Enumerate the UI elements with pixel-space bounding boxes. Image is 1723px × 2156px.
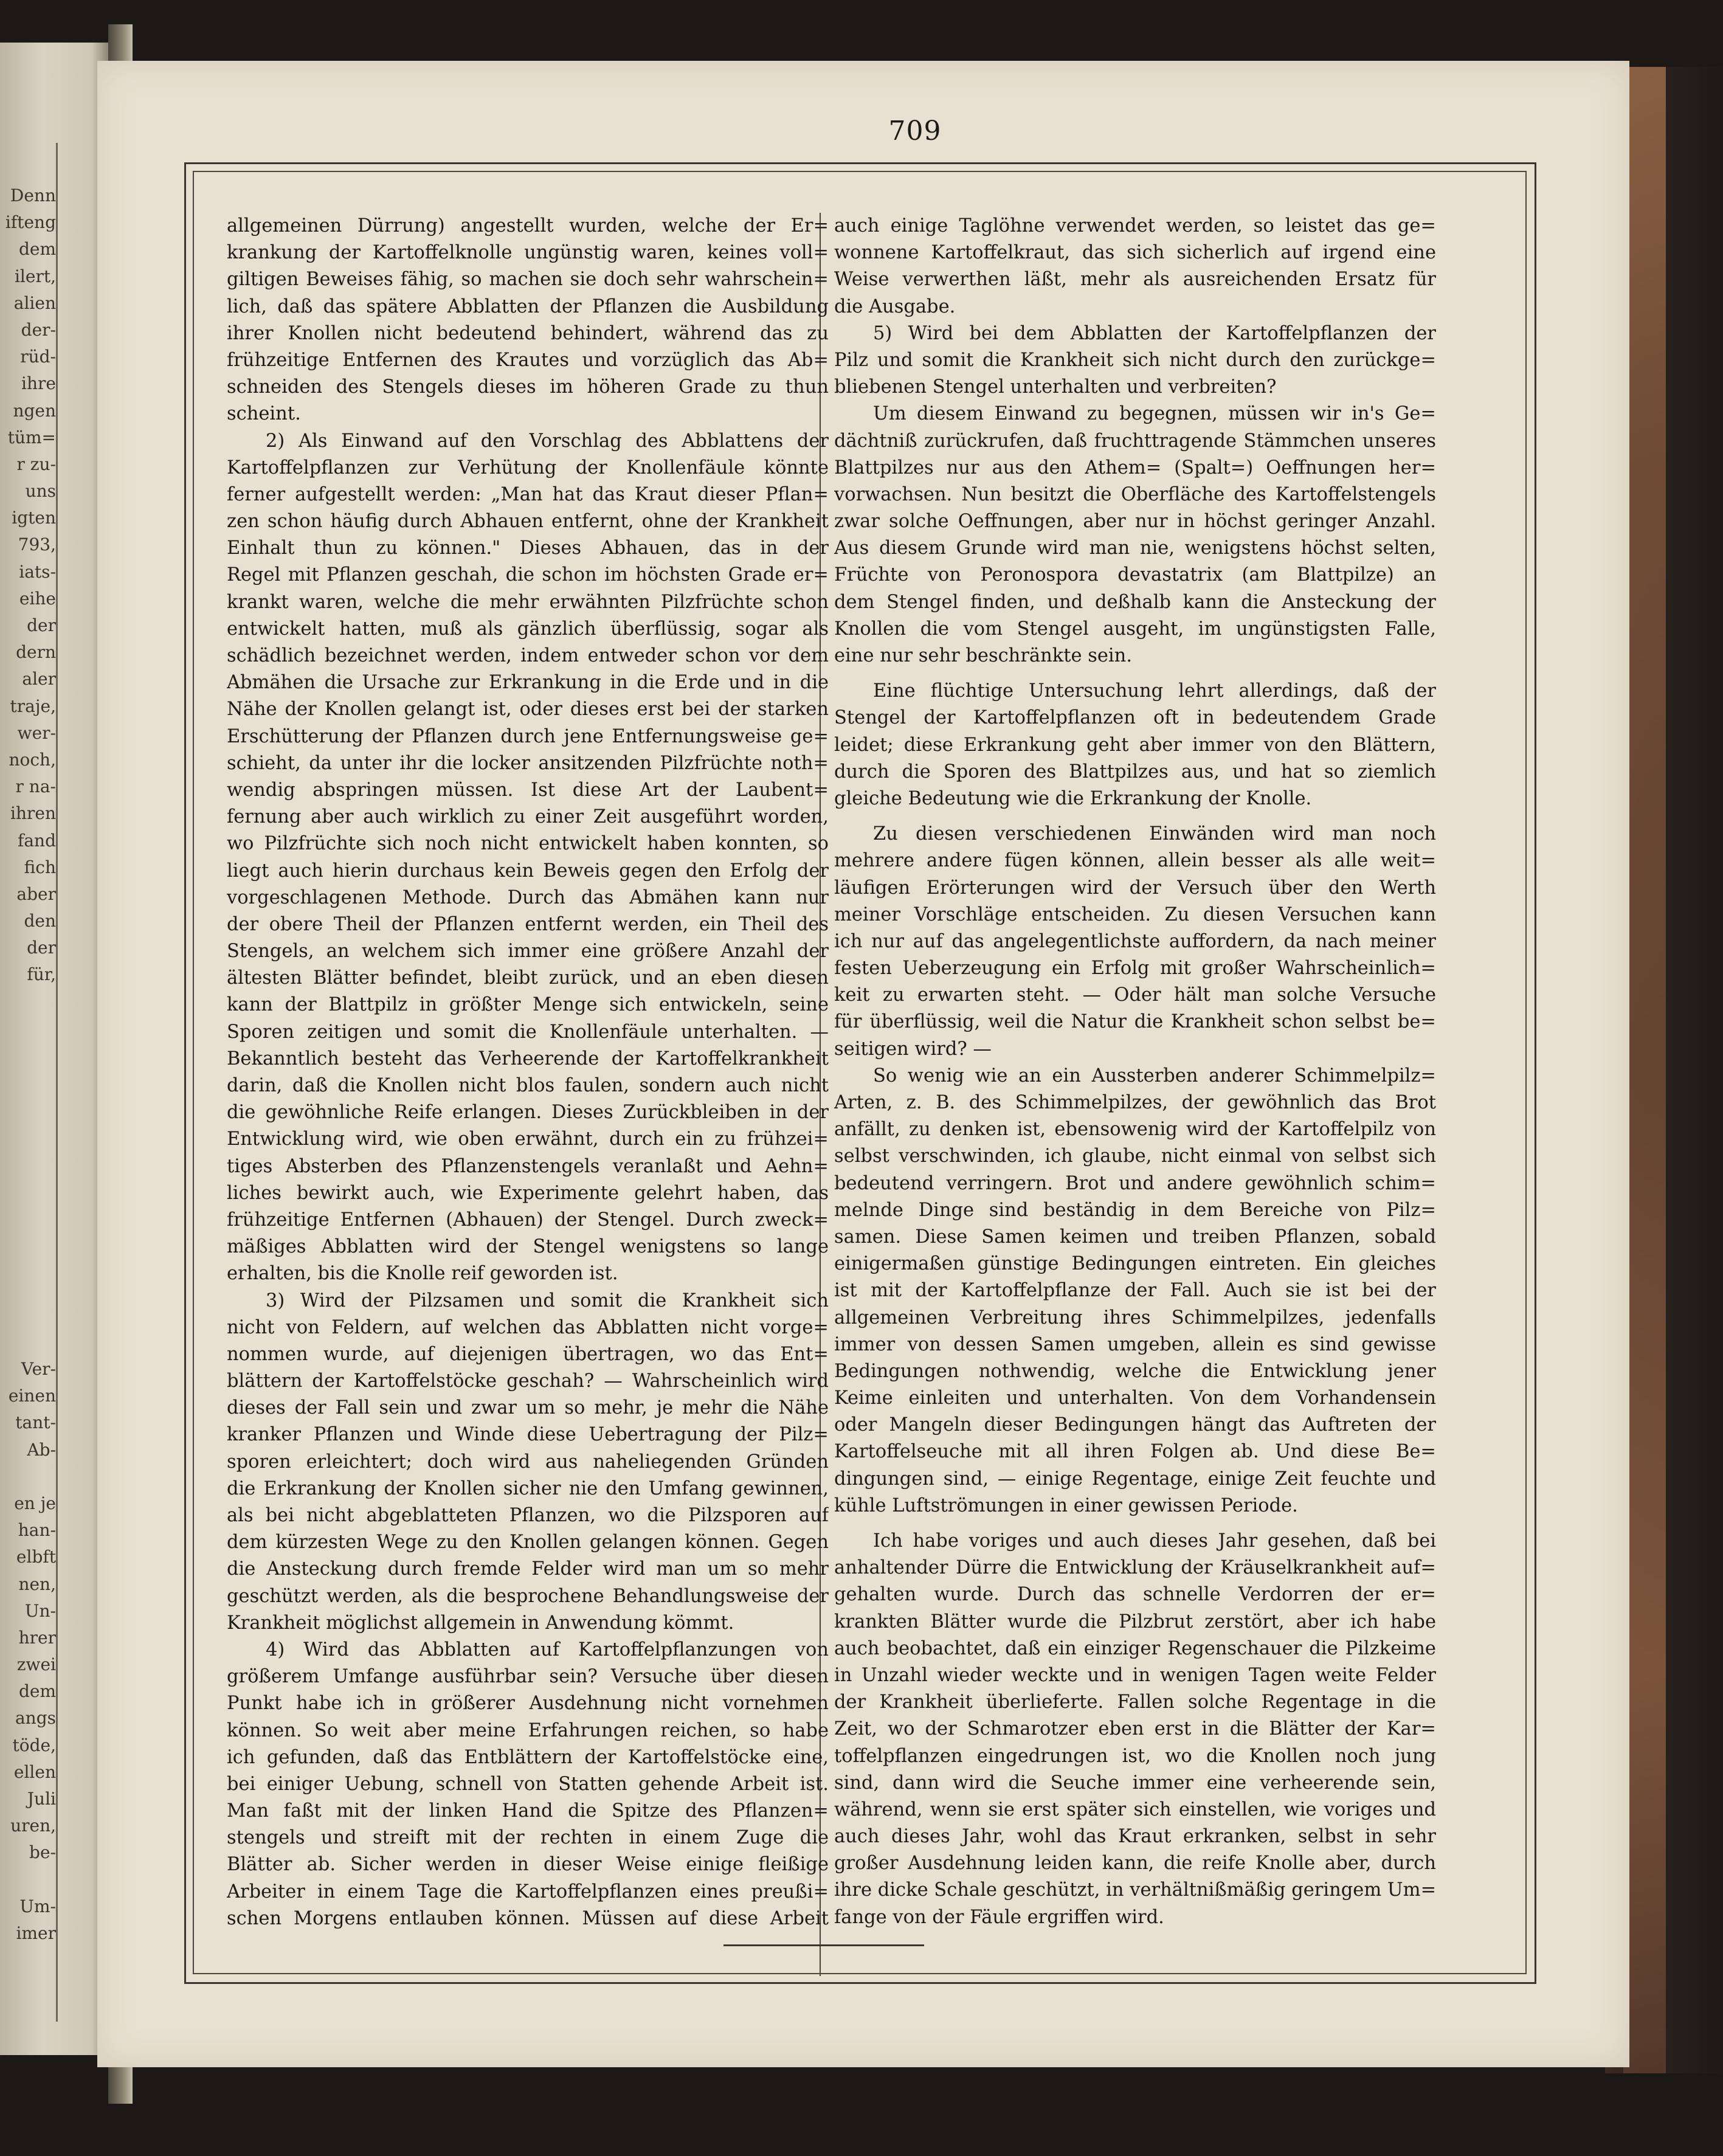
text-line: ferner aufgestellt werden: „Man hat das Kraut dieser Pflan=: [227, 483, 829, 505]
text-line: der obere Theil der Pflanzen entfernt werden, ein Theil des: [227, 913, 829, 935]
text-line: schädlich bezeichnet werden, indem entweder schon vor dem: [227, 645, 829, 666]
left-page-fragment: ifteng: [5, 212, 56, 233]
text-line: leidet; diese Erkrankung geht aber immer von den Blättern,: [834, 734, 1436, 756]
text-line: in Unzahl wieder weckte und in wenigen Tagen weite Felder: [834, 1664, 1436, 1686]
left-page-fragment: der-: [21, 319, 56, 340]
text-line: Blätter ab. Sicher werden in dieser Weise einige fleißige: [227, 1854, 829, 1876]
left-page-fragment: imer: [16, 1923, 56, 1943]
text-line: Man faßt mit der linken Hand die Spitze des Pflanzen=: [227, 1800, 829, 1822]
left-page-fragment: r zu-: [16, 454, 56, 474]
left-page-fragment: der: [27, 615, 56, 635]
text-line: vorwachsen. Nun besitzt die Oberfläche des Kartoffelstengels: [834, 483, 1436, 505]
text-line: selbst verschwinden, ich glaube, nicht einmal von selbst sich: [834, 1145, 1436, 1167]
text-line: krankt waren, welche die mehr erwähnten Pilzfrüchte schon: [227, 591, 829, 613]
left-page-fragment: [5, 1867, 56, 1893]
text-line: anfällt, zu denken ist, ebensowenig wird der Kartoffelpilz von: [834, 1119, 1436, 1141]
left-page-fragment: iats-: [19, 561, 56, 582]
text-line: erhalten, bis die Knolle reif geworden ist.: [227, 1263, 618, 1285]
left-page-fragment: aler: [22, 669, 56, 689]
paragraph-gap: [834, 812, 1436, 821]
left-page-fragment: Un-: [24, 1600, 56, 1621]
text-line: bei einiger Uebung, schnell von Statten gehende Arbeit ist.: [227, 1773, 829, 1795]
text-line: während, wenn sie erst später sich einstellen, wie voriges und: [834, 1798, 1436, 1820]
text-line: ist mit der Kartoffelpflanze der Fall. Auch sie ist bei der: [834, 1280, 1436, 1302]
text-line: 5) Wird bei dem Abblatten der Kartoffelpflanzen der: [873, 322, 1436, 344]
left-page-fragment: einen: [8, 1386, 56, 1406]
paragraph-gap: [834, 669, 1436, 678]
left-page-fragment: ngen: [13, 400, 56, 421]
text-line: Aus diesem Grunde wird man nie, wenigstens höchst selten,: [834, 537, 1436, 559]
text-line: Entwicklung wird, wie oben erwähnt, durch ein zu frühzei=: [227, 1128, 829, 1150]
left-page-fragment: alien: [13, 292, 56, 313]
text-line: für überflüssig, weil die Natur die Krankheit schon selbst be=: [834, 1011, 1436, 1033]
text-line: frühzeitige Entfernen (Abhauen) der Stengel. Durch zweck=: [227, 1209, 829, 1231]
left-page-fragment: uren,: [10, 1816, 56, 1836]
text-line: Pilz und somit die Krankheit sich nicht durch den zurückge=: [834, 349, 1436, 371]
left-page-fragment: be-: [29, 1842, 56, 1863]
left-page-fragment: Denn: [10, 185, 56, 206]
left-page-fragment: [5, 1463, 56, 1490]
text-line: bedeutend verringern. Brot und andere gewöhnlich schim=: [834, 1172, 1436, 1194]
text-line: Blattpilzes nur aus den Athem= (Spalt=) Oeffnungen her=: [834, 457, 1436, 479]
text-line: fange von der Fäule ergriffen wird.: [834, 1906, 1164, 1928]
text-line: nicht von Feldern, auf welchen das Abblatten nicht vorge=: [227, 1316, 829, 1338]
text-line: Krankheit möglichst allgemein in Anwendung kömmt.: [227, 1612, 734, 1634]
left-page-fragment: dern: [16, 642, 56, 663]
text-line: großer Ausdehnung leiden kann, die reife Knolle aber, durch: [834, 1853, 1436, 1874]
left-page-fragment: 793,: [18, 534, 56, 555]
text-line: die gewöhnliche Reife erlangen. Dieses Zurückbleiben in der: [227, 1102, 829, 1124]
text-line: So wenig wie an ein Aussterben anderer Schimmelpilz=: [873, 1065, 1436, 1087]
text-line: toffelpflanzen eingedrungen ist, wo die Knollen noch jung: [834, 1745, 1436, 1767]
left-page-fragment: zwei: [16, 1654, 56, 1675]
text-line: ihre dicke Schale geschützt, in verhältnißmäßig geringem Um=: [834, 1879, 1436, 1901]
text-line: geschützt werden, als die besprochene Behandlungsweise der: [227, 1585, 829, 1607]
text-line: Kartoffelseuche mit all ihren Folgen ab. Und diese Be=: [834, 1441, 1436, 1463]
left-page-fragment: tant-: [15, 1412, 56, 1433]
text-line: oder Mangeln dieser Bedingungen hängt das Auftreten der: [834, 1414, 1436, 1436]
text-line: Nähe der Knollen gelangt ist, oder dieses erst bei der starken: [227, 699, 829, 720]
text-line: mehrere andere fügen können, allein besser als alle weit=: [834, 850, 1436, 872]
text-line: die Ansteckung durch fremde Felder wird man um so mehr: [227, 1558, 829, 1580]
page-number: 709: [888, 116, 942, 147]
text-line: fernung aber auch wirklich zu einer Zeit ausgeführt worden,: [227, 806, 829, 828]
text-line: 2) Als Einwand auf den Vorschlag des Abblattens der: [266, 430, 829, 452]
text-line: scheint.: [227, 403, 301, 425]
text-line: Arten, z. B. des Schimmelpilzes, der gewöhnlich das Brot: [834, 1092, 1436, 1113]
left-page-fragment: elbft: [16, 1547, 56, 1567]
left-page-fragment: han-: [18, 1520, 56, 1541]
text-line: entwickelt hatten, muß als gänzlich überflüssig, sogar als: [227, 618, 829, 640]
text-line: sind, dann wird die Seuche immer eine verheerende sein,: [834, 1772, 1436, 1794]
left-page-fragment: traje,: [10, 696, 56, 716]
text-line: ihrer Knollen nicht bedeutend behindert, während das zu: [227, 322, 829, 344]
text-line: können. So weit aber meine Erfahrungen reichen, so habe: [227, 1719, 829, 1741]
text-line: Regel mit Pflanzen geschah, die schon im höchsten Grade er=: [227, 564, 829, 586]
left-page-fragment: hrer: [18, 1627, 56, 1648]
text-line: darin, daß die Knollen nicht blos faulen, sondern auch nicht: [227, 1075, 829, 1096]
text-line: 3) Wird der Pilzsamen und somit die Krankheit sich: [266, 1290, 829, 1311]
text-line: Bedingungen nothwendig, welche die Entwicklung jener: [834, 1360, 1436, 1382]
text-line: mäßiges Abblatten wird der Stengel wenigstens so lange: [227, 1236, 829, 1258]
text-line: lich, daß das spätere Abblatten der Pflanzen die Ausbildung: [227, 295, 829, 317]
text-line: die Erkrankung der Knollen sicher nie den Umfang gewinnen,: [227, 1477, 829, 1499]
left-page-fragment: rüd-: [20, 347, 56, 367]
text-line: zwar solche Oeffnungen, aber nur in höchst geringer Anzahl.: [834, 511, 1436, 533]
text-line: Zeit, wo der Schmarotzer eben erst in die Blätter der Kar=: [834, 1718, 1436, 1740]
text-line: größerem Umfange ausführbar sein? Versuche über diesen: [227, 1666, 829, 1688]
text-line: schneiden des Stengels dieses im höheren Grade zu thun: [227, 376, 829, 398]
left-page-fragment: igten: [12, 508, 56, 528]
text-line: giltigen Beweises fähig, so machen sie doch sehr wahrschein=: [227, 269, 829, 291]
text-line: auch beobachtet, daß ein einziger Regenschauer die Pilzkeime: [834, 1637, 1436, 1659]
left-page-fragment: uns: [25, 481, 56, 502]
left-page-fragment: töde,: [12, 1735, 56, 1755]
text-line: allgemeinen Dürrung) angestellt wurden, welche der Er=: [227, 215, 829, 237]
text-line: ich nur auf das angelegentlichste auffordern, da nach meiner: [834, 930, 1436, 952]
text-line: Stengel der Kartoffelpflanzen oft in bedeutendem Grade: [834, 707, 1436, 729]
text-line: frühzeitige Entfernen des Krautes und vorzüglich das Ab=: [227, 349, 829, 371]
left-page-fragment: ihren: [10, 803, 56, 824]
text-line: blättern der Kartoffelstöcke geschah? — Wahrscheinlich wird: [227, 1370, 829, 1392]
text-line: krankten Blätter wurde die Pilzbrut zerstört, aber ich habe: [834, 1611, 1436, 1633]
text-line: dingungen sind, — einige Regentage, einige Zeit feuchte und: [834, 1468, 1436, 1490]
text-line: Abmähen die Ursache zur Erkrankung in die Erde und in die: [227, 672, 829, 694]
left-page-fragment: den: [24, 911, 56, 931]
left-page-fragment: angs: [15, 1708, 56, 1729]
left-page-fragment: ilert,: [14, 266, 56, 286]
book-page: [97, 61, 1629, 2067]
left-page-fragment: fich: [24, 857, 56, 877]
text-line: keit zu erwarten steht. — Oder hält man solche Versuche: [834, 984, 1436, 1006]
text-line: eine nur sehr beschränkte sein.: [834, 645, 1133, 666]
left-page-fragment: en je: [14, 1493, 56, 1513]
text-line: einigermaßen günstige Bedingungen eintreten. Ein gleiches: [834, 1253, 1436, 1275]
text-line: Ich habe voriges und auch dieses Jahr gesehen, daß bei: [873, 1530, 1436, 1552]
text-line: kranker Pflanzen und Winde diese Uebertragung der Pilz=: [227, 1424, 829, 1446]
text-line: dieses der Fall sein und zwar um so mehr, je mehr die Nähe: [227, 1397, 829, 1419]
left-page-fragment: Ver-: [21, 1359, 56, 1379]
text-line: samen. Diese Samen keimen und treiben Pflanzen, sobald: [834, 1226, 1436, 1248]
text-line: auch dieses Jahr, wohl das Kraut erkranken, selbst in sehr: [834, 1826, 1436, 1848]
left-page-text-top: [5, 182, 56, 989]
text-line: dem kürzesten Wege zu den Knollen gelangen können. Gegen: [227, 1532, 829, 1553]
text-line: wonnene Kartoffelkraut, das sich sicherlich auf irgend eine: [834, 242, 1436, 264]
left-page-fragment: dem: [18, 239, 56, 260]
left-page-fragment: der: [27, 938, 56, 958]
text-line: zen schon häufig durch Abhauen entfernt, ohne der Krankheit: [227, 511, 829, 533]
text-line: stengels und streift mit der rechten in einem Zuge die: [227, 1827, 829, 1849]
text-column-right: [834, 213, 1436, 1931]
text-line: liches bewirkt auch, wie Experimente gelehrt haben, das: [227, 1182, 829, 1204]
text-line: meiner Vorschläge entscheiden. Zu diesen Versuchen kann: [834, 904, 1436, 925]
left-page-fragment: noch,: [9, 749, 56, 770]
text-line: Früchte von Peronospora devastatrix (am Blattpilze) an: [834, 564, 1436, 586]
left-page-fragment: fand: [17, 830, 56, 851]
text-line: vorgeschlagenen Methode. Durch das Abmähen kann nur: [227, 886, 829, 908]
text-line: auch einige Taglöhne verwendet werden, so leistet das ge=: [834, 215, 1436, 237]
text-line: kühle Luftströmungen in einer gewissen Periode.: [834, 1494, 1298, 1516]
text-line: dem Stengel finden, und deßhalb kann die Ansteckung der: [834, 591, 1436, 613]
text-line: der Krankheit überlieferte. Fallen solche Regentage in die: [834, 1691, 1436, 1713]
left-page-fragment: r na-: [15, 776, 56, 797]
text-line: Einhalt thun zu können." Dieses Abhauen, das in der: [227, 537, 829, 559]
left-page-fragment: Um-: [19, 1896, 56, 1916]
end-rule: [723, 1944, 924, 1946]
text-line: allgemeinen Verbreitung ihres Schimmelpilzes, jedenfalls: [834, 1307, 1436, 1328]
paragraph-gap: [834, 1519, 1436, 1528]
text-line: als bei nicht abgeblatteten Pflanzen, wo die Pilzsporen auf: [227, 1505, 829, 1526]
text-line: seitigen wird? —: [834, 1038, 992, 1060]
text-line: nommen wurde, auf diejenigen übertragen, wo das Ent=: [227, 1343, 829, 1365]
left-page-text-bottom: [5, 1356, 56, 1947]
left-page-fragment: ellen: [13, 1761, 56, 1782]
text-line: Keime einleiten und unterhalten. Von dem Vorhandensein: [834, 1387, 1436, 1409]
text-line: Erschütterung der Pflanzen durch jene Entfernungsweise ge=: [227, 725, 829, 747]
text-line: melnde Dinge sind beständig in dem Bereiche von Pilz=: [834, 1199, 1436, 1221]
left-page-fragment: nen,: [18, 1574, 56, 1594]
text-line: Knollen die vom Stengel ausgeht, im ungünstigsten Falle,: [834, 618, 1436, 640]
text-line: Sporen zeitigen und somit die Knollenfäule unterhalten. —: [227, 1021, 829, 1043]
text-line: schen Morgens entlauben können. Müssen auf diese Arbeit: [227, 1907, 829, 1929]
left-page-fragment: aber: [16, 883, 56, 904]
text-line: kann der Blattpilz in größter Menge sich entwickeln, seine: [227, 994, 829, 1016]
text-line: bliebenen Stengel unterhalten und verbreiten?: [834, 376, 1277, 398]
left-page-fragment: Juli: [27, 1789, 56, 1809]
left-page-fragment: tüm=: [7, 427, 56, 447]
text-line: sporen erleichtert; doch wird aus naheliegenden Gründen: [227, 1451, 829, 1473]
text-line: Arbeiter in einem Tage die Kartoffelpflanzen eines preußi=: [227, 1881, 829, 1902]
text-line: gleiche Bedeutung wie die Erkrankung der Knolle.: [834, 787, 1312, 809]
left-page-fragment: eihe: [19, 588, 56, 609]
text-column-left: [227, 213, 829, 1932]
text-line: liegt auch hierin durchaus kein Beweis gegen den Erfolg der: [227, 860, 829, 882]
text-line: Punkt habe ich in größerer Ausdehnung nicht vornehmen: [227, 1693, 829, 1715]
text-line: Um diesem Einwand zu begegnen, müssen wir in's Ge=: [873, 403, 1436, 425]
text-line: Stengels, an welchem sich immer eine größere Anzahl der: [227, 941, 829, 962]
text-line: festen Ueberzeugung ein Erfolg mit großer Wahrscheinlich=: [834, 958, 1436, 980]
text-line: Zu diesen verschiedenen Einwänden wird man noch: [873, 823, 1436, 845]
text-line: läufigen Erörterungen wird der Versuch über den Werth: [834, 877, 1436, 899]
text-line: anhaltender Dürre die Entwicklung der Kräuselkrankheit auf=: [834, 1557, 1436, 1579]
text-line: Kartoffelpflanzen zur Verhütung der Knollenfäule könnte: [227, 457, 829, 479]
left-page-fragment: ihre: [21, 373, 56, 394]
text-line: wo Pilzfrüchte sich noch nicht entwickelt haben konnten, so: [227, 833, 829, 855]
text-line: Bekanntlich besteht das Verheerende der Kartoffelkrankheit: [227, 1048, 829, 1069]
text-line: die Ausgabe.: [834, 295, 956, 317]
text-line: dächtniß zurückrufen, daß fruchttragende Stämmchen unseres: [834, 430, 1436, 452]
text-line: wendig abspringen müssen. Ist diese Art der Laubent=: [227, 779, 829, 801]
text-line: Weise verwerthen läßt, mehr als ausreichenden Ersatz für: [834, 269, 1436, 291]
text-line: krankung der Kartoffelknolle ungünstig waren, keines voll=: [227, 242, 829, 264]
left-page-fragment: für,: [27, 964, 56, 985]
left-page-fragment: wer-: [17, 722, 56, 743]
text-line: gehalten wurde. Durch das schnelle Verdorren der er=: [834, 1584, 1436, 1606]
text-line: schieht, da unter ihr die locker ansitzenden Pilzfrüchte noth=: [227, 752, 829, 774]
left-page-fragment: Ab-: [27, 1439, 56, 1460]
left-page-edge: [0, 43, 108, 2055]
text-line: 4) Wird das Abblatten auf Kartoffelpflanzungen von: [266, 1639, 829, 1660]
text-line: immer von dessen Samen umgeben, allein es sind gewisse: [834, 1333, 1436, 1355]
text-line: tiges Absterben des Pflanzenstengels veranlaßt und Aehn=: [227, 1155, 829, 1177]
text-line: durch die Sporen des Blattpilzes aus, und hat so ziemlich: [834, 761, 1436, 783]
leather-spine: [1623, 67, 1666, 2073]
text-line: Eine flüchtige Untersuchung lehrt allerdings, daß der: [873, 680, 1436, 702]
text-line: ich gefunden, daß das Entblättern der Kartoffelstöcke eine,: [227, 1746, 829, 1768]
left-page-fragment: dem: [18, 1681, 56, 1702]
text-line: ältesten Blätter befindet, bleibt zurück, und an eben diesen: [227, 967, 829, 989]
